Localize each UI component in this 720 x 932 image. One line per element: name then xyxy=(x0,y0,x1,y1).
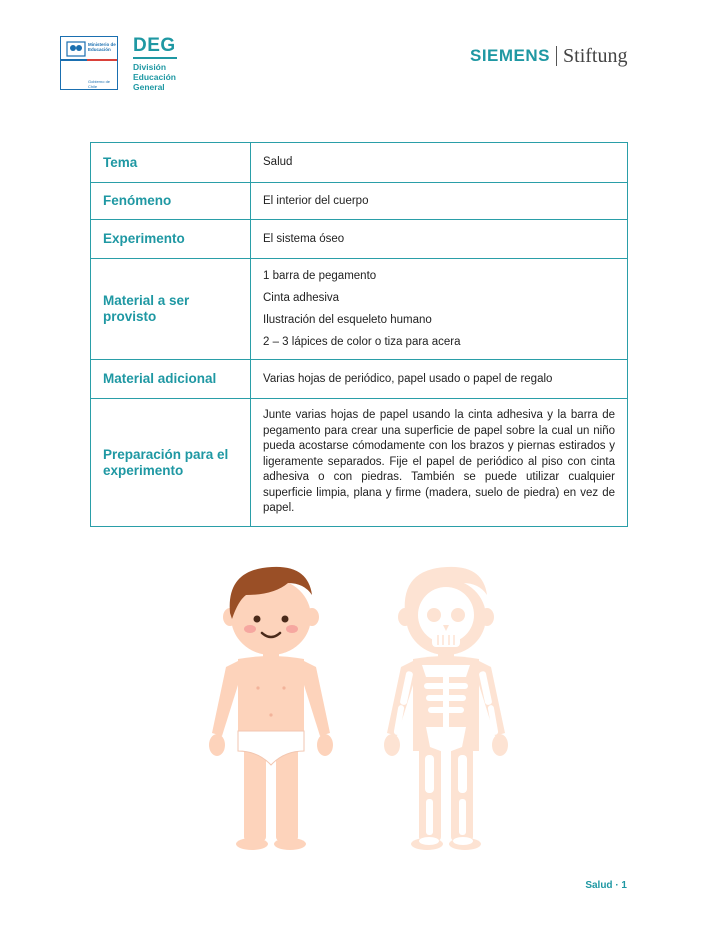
list-item: 2 – 3 lápices de color o tiza para acera xyxy=(263,336,461,348)
row-value: El sistema óseo xyxy=(251,220,628,259)
row-value: El interior del cuerpo xyxy=(251,183,628,220)
row-label: Tema xyxy=(91,143,251,183)
row-value: Varias hojas de periódico, papel usado o papel de regalo xyxy=(251,360,628,399)
row-label: Experimento xyxy=(91,220,251,259)
stiftung-wordmark: Stiftung xyxy=(563,44,628,67)
row-label: Preparación para el experimento xyxy=(91,399,251,527)
deg-line-1: División xyxy=(133,62,167,72)
deg-title: DEG xyxy=(133,35,176,56)
ministry-logo-text: Ministerio de Educación xyxy=(88,42,116,52)
page-footer: Salud · 1 xyxy=(585,880,627,891)
child-eye xyxy=(282,616,289,623)
ministry-logo xyxy=(60,36,118,90)
child-eye xyxy=(254,616,261,623)
table-row xyxy=(91,399,628,527)
chile-shield-icon xyxy=(66,41,86,57)
row-label: Fenómeno xyxy=(91,183,251,220)
deg-logo xyxy=(133,36,177,92)
table-row xyxy=(91,143,628,183)
list-item: 1 barra de pegamento xyxy=(263,270,377,282)
table-row xyxy=(91,220,628,259)
siemens-wordmark: SIEMENS xyxy=(470,46,551,65)
table-row xyxy=(91,360,628,399)
row-label: Material adicional xyxy=(91,360,251,399)
list-item: Cinta adhesiva xyxy=(263,292,340,304)
siemens-stiftung-logo xyxy=(470,45,627,67)
deg-line-2: Educación xyxy=(133,72,176,82)
row-value: Salud xyxy=(251,143,628,183)
table-row xyxy=(91,183,628,220)
row-label: Material a ser provisto xyxy=(91,259,251,360)
preparation-text: Junte varias hojas de papel usando la cinta adhesiva y la barra de pegamento para crear una superficie de papel sobre la cual un niño pueda acostarse cómodamente con los brazos y piernas estirados y ligeramente separados. Fije el papel de periódico al piso con cinta adhesiva o con piedras. También se puede utilizar cualquier superficie limpia, plana y firme (madera, suelo de piedra) en vez de papel. xyxy=(263,409,615,515)
experiment-info-table xyxy=(90,142,628,527)
ministry-logo-sub: Gobierno de Chile xyxy=(88,79,111,89)
deg-line-3: General xyxy=(133,82,165,92)
materials-list xyxy=(251,259,628,360)
child-and-skeleton-illustration xyxy=(200,555,530,855)
list-item: Ilustración del esqueleto humano xyxy=(263,314,432,326)
table-row xyxy=(91,259,628,360)
skeleton-figure xyxy=(384,567,508,850)
